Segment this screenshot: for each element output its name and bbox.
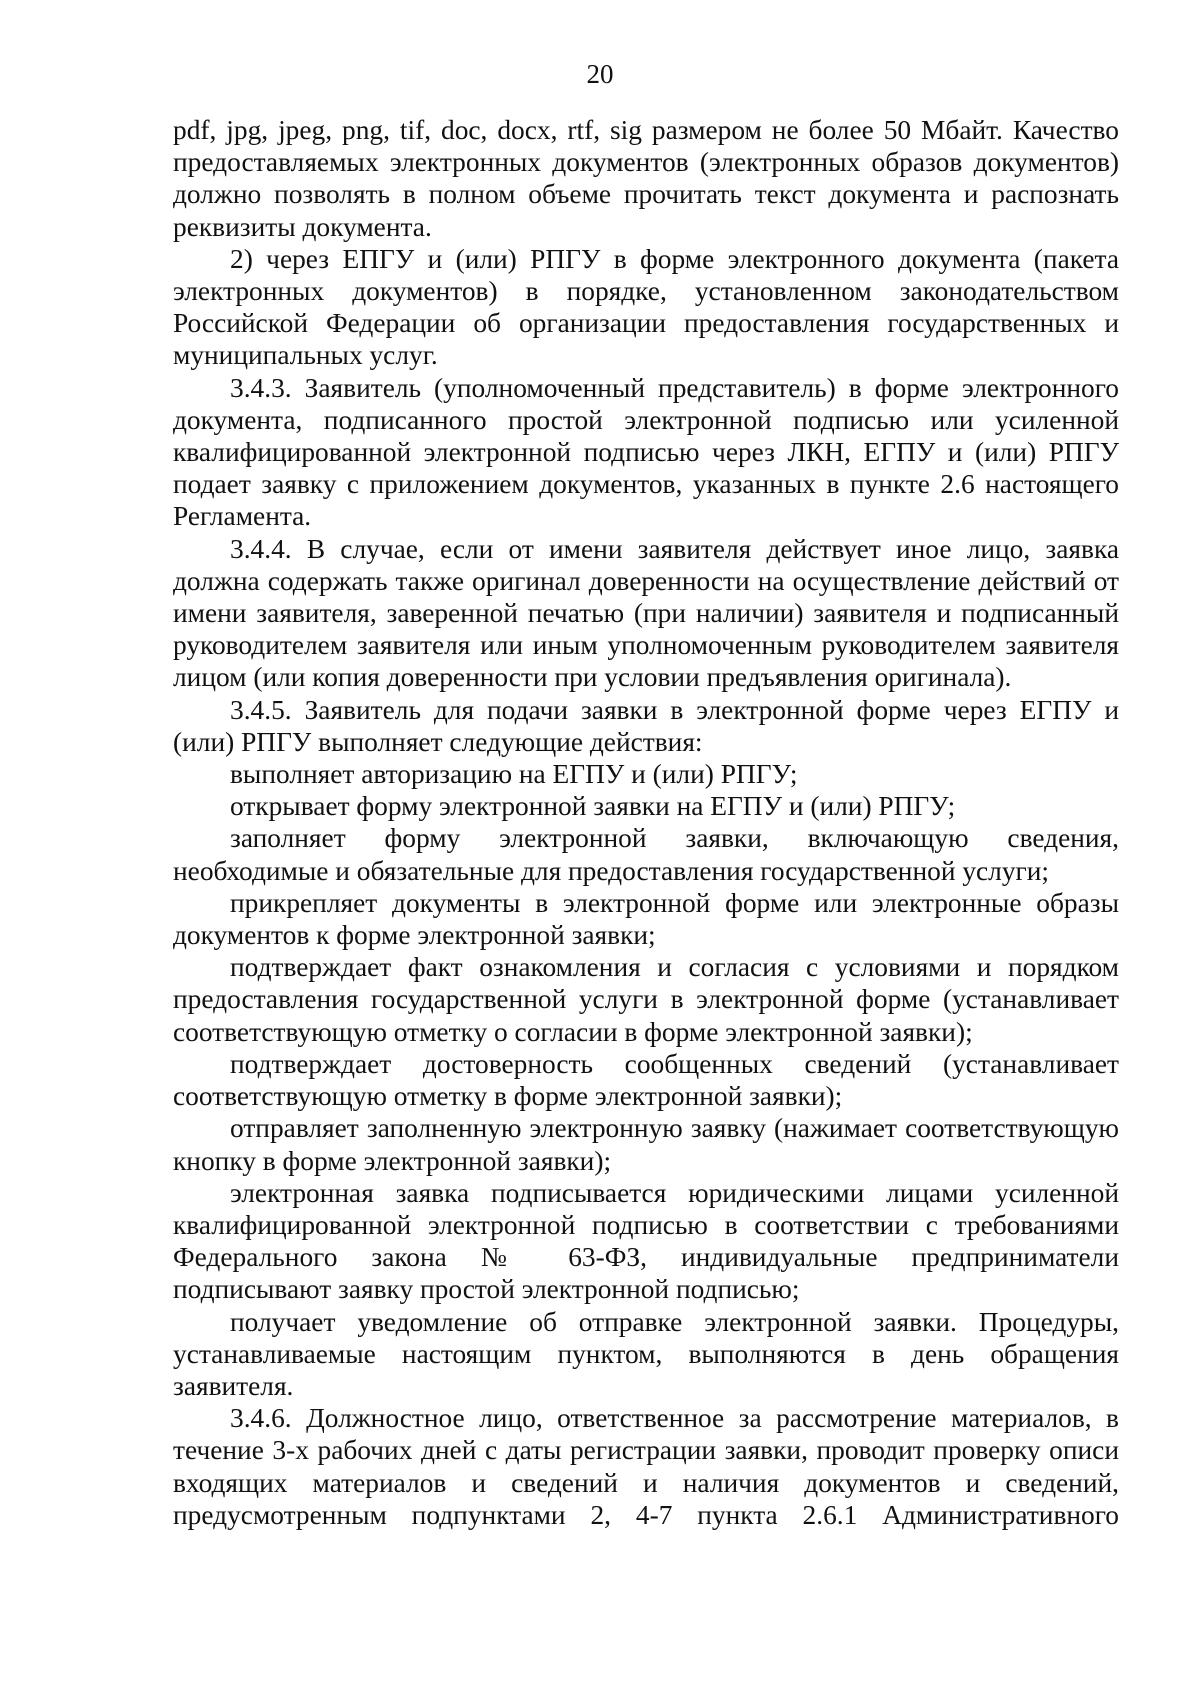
list-item-signature: электронная заявка подписывается юридическими лицами усиленной квалифицированной электронной подписью в соответствии с требованиями Федерального закона № 63-ФЗ, индивидуальные предприниматели подписывают заявку простой электронной подписью; [173,1177,1119,1305]
paragraph-epgu-rpgu: 2) через ЕПГУ и (или) РПГУ в форме электронного документа (пакета электронных документов) в порядке, установленном законодательством Российской Федерации об организации предоставления государственных и муниципальных услуг. [173,243,1119,371]
paragraph-3-4-3: 3.4.3. Заявитель (уполномоченный представитель) в форме электронного документа, подписанного простой электронной подписью или усиленной квалифицированной электронной подписью через ЛКН, ЕГПУ и (или) РПГУ подает заявку с приложением документов, указанных в пункте 2.6 настоящего Регламента. [173,372,1119,532]
paragraph-3-4-6: 3.4.6. Должностное лицо, ответственное за рассмотрение материалов, в течение 3-х рабочих дней с даты регистрации заявки, проводит проверку описи входящих материалов и сведений и наличия документов и сведений, предусмотренным подпунктами 2, 4-7 пункта 2.6.1 Административного [173,1403,1119,1530]
list-item-send-application: отправляет заполненную электронную заявку (нажимает соответствующую кнопку в форме электронной заявки); [173,1113,1119,1176]
page-number: 20 [586,59,614,89]
paragraph-file-formats: pdf, jpg, jpeg, png, tif, doc, docx, rtf, sig размером не более 50 Мбайт. Качество предоставляемых электронных документов (электронных образов документов) должно позволять в полном объеме прочитать текст документа и распознать реквизиты документа. [173,115,1119,242]
paragraph-3-4-4: 3.4.4. В случае, если от имени заявителя действует иное лицо, заявка должна содержать также оригинал доверенности на осуществление действий от имени заявителя, заверенной печатью (при наличии) заявителя и подписанный руководителем заявителя или иным уполномоченным руководителем заявителя лицом (или копия доверенности при условии предъявления оригинала). [173,533,1119,693]
list-item-attach-documents: прикрепляет документы в электронной форме или электронные образы документов к форме электронной заявки; [173,887,1119,951]
list-item-authorization: выполняет авторизацию на ЕГПУ и (или) РПГУ; [230,759,798,790]
list-item-confirm-consent: подтверждает факт ознакомления и согласия с условиями и порядком предоставления государственной услуги в электронной форме (устанавливает соответствующую отметку о согласии в форме электронной заявки); [173,952,1119,1047]
list-item-open-form: открывает форму электронной заявки на ЕГПУ и (или) РПГУ; [230,791,956,822]
list-item-confirm-accuracy: подтверждает достоверность сообщенных сведений (устанавливает соответствующую отметку в форме электронной заявки); [173,1048,1119,1112]
list-item-notification: получает уведомление об отправке электронной заявки. Процедуры, устанавливаемые настоящим пунктом, выполняются в день обращения заявителя. [173,1306,1119,1401]
paragraph-3-4-5: 3.4.5. Заявитель для подачи заявки в электронной форме через ЕГПУ и (или) РПГУ выполняет следующие действия: [173,694,1119,757]
document-body [173,114,1119,1531]
list-item-fill-form: заполняет форму электронной заявки, включающую сведения, необходимые и обязательные для предоставления государственной услуги; [173,823,1119,886]
